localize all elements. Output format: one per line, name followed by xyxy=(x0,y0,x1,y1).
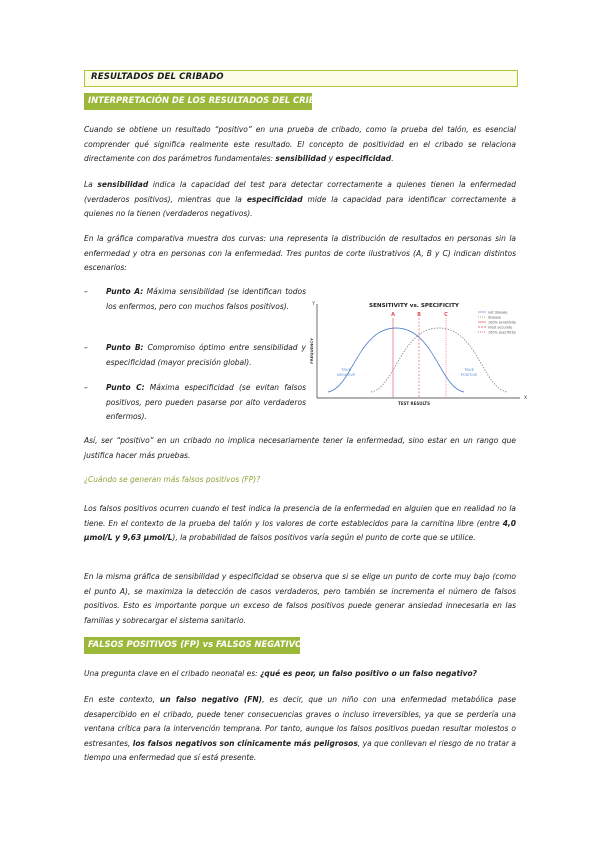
bullet-bold-c: Punto C: xyxy=(106,383,145,392)
p8-text-3: , ya que conllevan el riesgo de no tratar a tiempo una enfermedad que sí está presente. xyxy=(84,738,516,763)
p2-bold-especificidad: especificidad xyxy=(246,194,303,204)
paragraph-intro xyxy=(84,123,516,167)
p1-text-2: y xyxy=(326,154,336,164)
y-axis-label: FREQUENCY xyxy=(309,338,314,364)
cutoff-label-b: B xyxy=(417,312,421,318)
p7-bold-question: ¿qué es peor, un falso positivo o un falso negativo? xyxy=(260,669,478,678)
subheading-band-fp-vs-fn xyxy=(84,637,332,654)
label-true-positive-line2: POSITIVE xyxy=(460,373,478,377)
section-title: RESULTADOS DEL CRIBADO xyxy=(91,72,224,82)
bullet-dash: – xyxy=(84,287,88,296)
p1-bold-sensibilidad: sensibilidad xyxy=(275,154,327,164)
p5-bold-range: 4,0 µmol/L y 9,63 µmol/L xyxy=(84,518,516,543)
series-disease-curve xyxy=(371,328,507,392)
p2-text: La xyxy=(84,180,98,189)
bullet-text-c: Máxima especificidad (se evitan falsos positivos, pero pueden pasarse por alto verdaderos enfermos). xyxy=(106,383,306,422)
p1-text-3: . xyxy=(391,154,394,164)
bullet-text-b: Compromiso óptimo entre sensibilidad y especificidad (mayor precisión global). xyxy=(106,343,306,367)
section-heading xyxy=(84,70,518,87)
p8-bold-danger: los falsos negativos son clínicamente más peligrosos xyxy=(132,738,358,748)
cutoff-label-c: C xyxy=(444,312,448,318)
p2-text-3: mide la capacidad para identificar correctamente a quienes no la tienen (verdaderos negativos). xyxy=(84,194,516,219)
bullet-dash: – xyxy=(84,383,88,392)
paragraph-fn-context xyxy=(84,693,516,766)
bullet-dash: – xyxy=(84,343,88,352)
p5-text: Los falsos positivos ocurren cuando el test indica la presencia de la enfermedad en alguien que en realidad no la tiene. En el contexto de la prueba del talón y los valores de corte establecidos para la carnitina libre (entre xyxy=(84,504,516,528)
x-axis-label: TEST RESULTS xyxy=(398,401,430,406)
subheading-fp-vs-fn: FALSOS POSITIVOS (FP) vs FALSOS NEGATIVOS (FN) xyxy=(88,639,332,649)
p1-text: Cuando se obtiene un resultado “positivo” en una prueba de cribado, como la prueba del talón, es esencial comprender qué significa realmente este resultado. El concepto de positividad en el cribado se relaciona directamente con dos parámetros fundamentales: xyxy=(84,125,516,164)
p7-text: Una pregunta clave en el cribado neonatal es: xyxy=(84,669,261,678)
legend-item-most-accurate: most accurate xyxy=(488,325,513,330)
p2-bold-sensibilidad: sensibilidad xyxy=(97,180,149,189)
paragraph-graph-intro: En la gráfica comparativa muestra dos curvas: una representa la distribución de resultados en personas sin la enfermedad y otra en personas con la enfermedad. Tres puntos de corte ilustrativos (A, B y C) indican distintos escenarios: xyxy=(84,234,516,273)
legend-item-100-specificity: 100% specificity xyxy=(488,330,516,335)
bullet-bold-a: Punto A: xyxy=(106,287,144,296)
legend-item-disease: disease xyxy=(488,315,501,320)
x-axis-end-label: X xyxy=(524,396,528,401)
bullet-text-a: Máxima sensibilidad (se identifican todos los enfermos, pero con muchos falsos positivos). xyxy=(106,287,306,311)
paragraph-definitions xyxy=(84,178,516,222)
legend-item-100-sensitivity: 100% sensitivity xyxy=(488,320,517,325)
p1-bold-especificidad: especificidad xyxy=(335,154,392,164)
p5-text-2: ), la probabilidad de falsos positivos varía según el punto de corte que se utilice. xyxy=(172,533,476,543)
paragraph-key-question xyxy=(84,667,516,682)
label-true-negative-line2: NEGATIVE xyxy=(336,373,356,377)
sensitivity-specificity-chart xyxy=(306,296,530,408)
p2-text-2: indica la capacidad del test para detectar correctamente a quienes tienen la enfermedad (verdaderos positivos), mientras que la xyxy=(84,180,516,204)
paragraph-cutoff-effect: En la misma gráfica de sensibilidad y especificidad se observa que si se elige un punto de corte muy bajo (como el punto A), se maximiza la detección de casos verdaderos, pero también se incrementa el número de falsos positivos. Esto es importante porque un exceso de falsos positivos puede generar ansiedad innecesaria en las familias y sobrecargar el sistema sanitario. xyxy=(84,572,516,625)
paragraph-false-positives xyxy=(84,502,516,546)
paragraph-conclusion: Así, ser “positivo” en un cribado no implica necesariamente tener la enfermedad, sino estar en un rango que justifica hacer más pruebas. xyxy=(84,436,516,460)
p8-bold-fn: un falso negativo (FN) xyxy=(159,695,263,704)
y-axis-end-label: Y xyxy=(312,302,315,307)
cutoff-label-a: A xyxy=(391,312,395,318)
chart-title: SENSITIVITY vs. SPECIFICITY xyxy=(369,303,459,309)
subheading-interpretation: INTERPRETACIÓN DE LOS RESULTADOS DEL CRIBADO xyxy=(88,95,336,105)
label-true-positive-line1: TRUE xyxy=(464,368,474,372)
p8-text-2: , es decir, que un niño con una enfermedad metabólica pase desapercibido en el cribado, puede tener consecuencias graves o incluso irreversibles, ya que se perdería una ventana crítica para la intervención temprana. Por tanto, aunque los falsos positivos puedan resultar molestos o estresantes, xyxy=(84,695,516,748)
series-not-disease-curve xyxy=(328,328,464,392)
bullet-bold-b: Punto B: xyxy=(106,343,144,352)
label-true-negative-line1: TRUE xyxy=(341,368,351,372)
question-heading-fp: ¿Cuándo se generan más falsos positivos (FP)? xyxy=(84,475,261,484)
legend-item-not-disease: not disease xyxy=(488,310,508,315)
p8-text: En este contexto, xyxy=(84,695,160,704)
chart-legend xyxy=(478,310,516,334)
subheading-band-interpretation xyxy=(84,93,336,110)
